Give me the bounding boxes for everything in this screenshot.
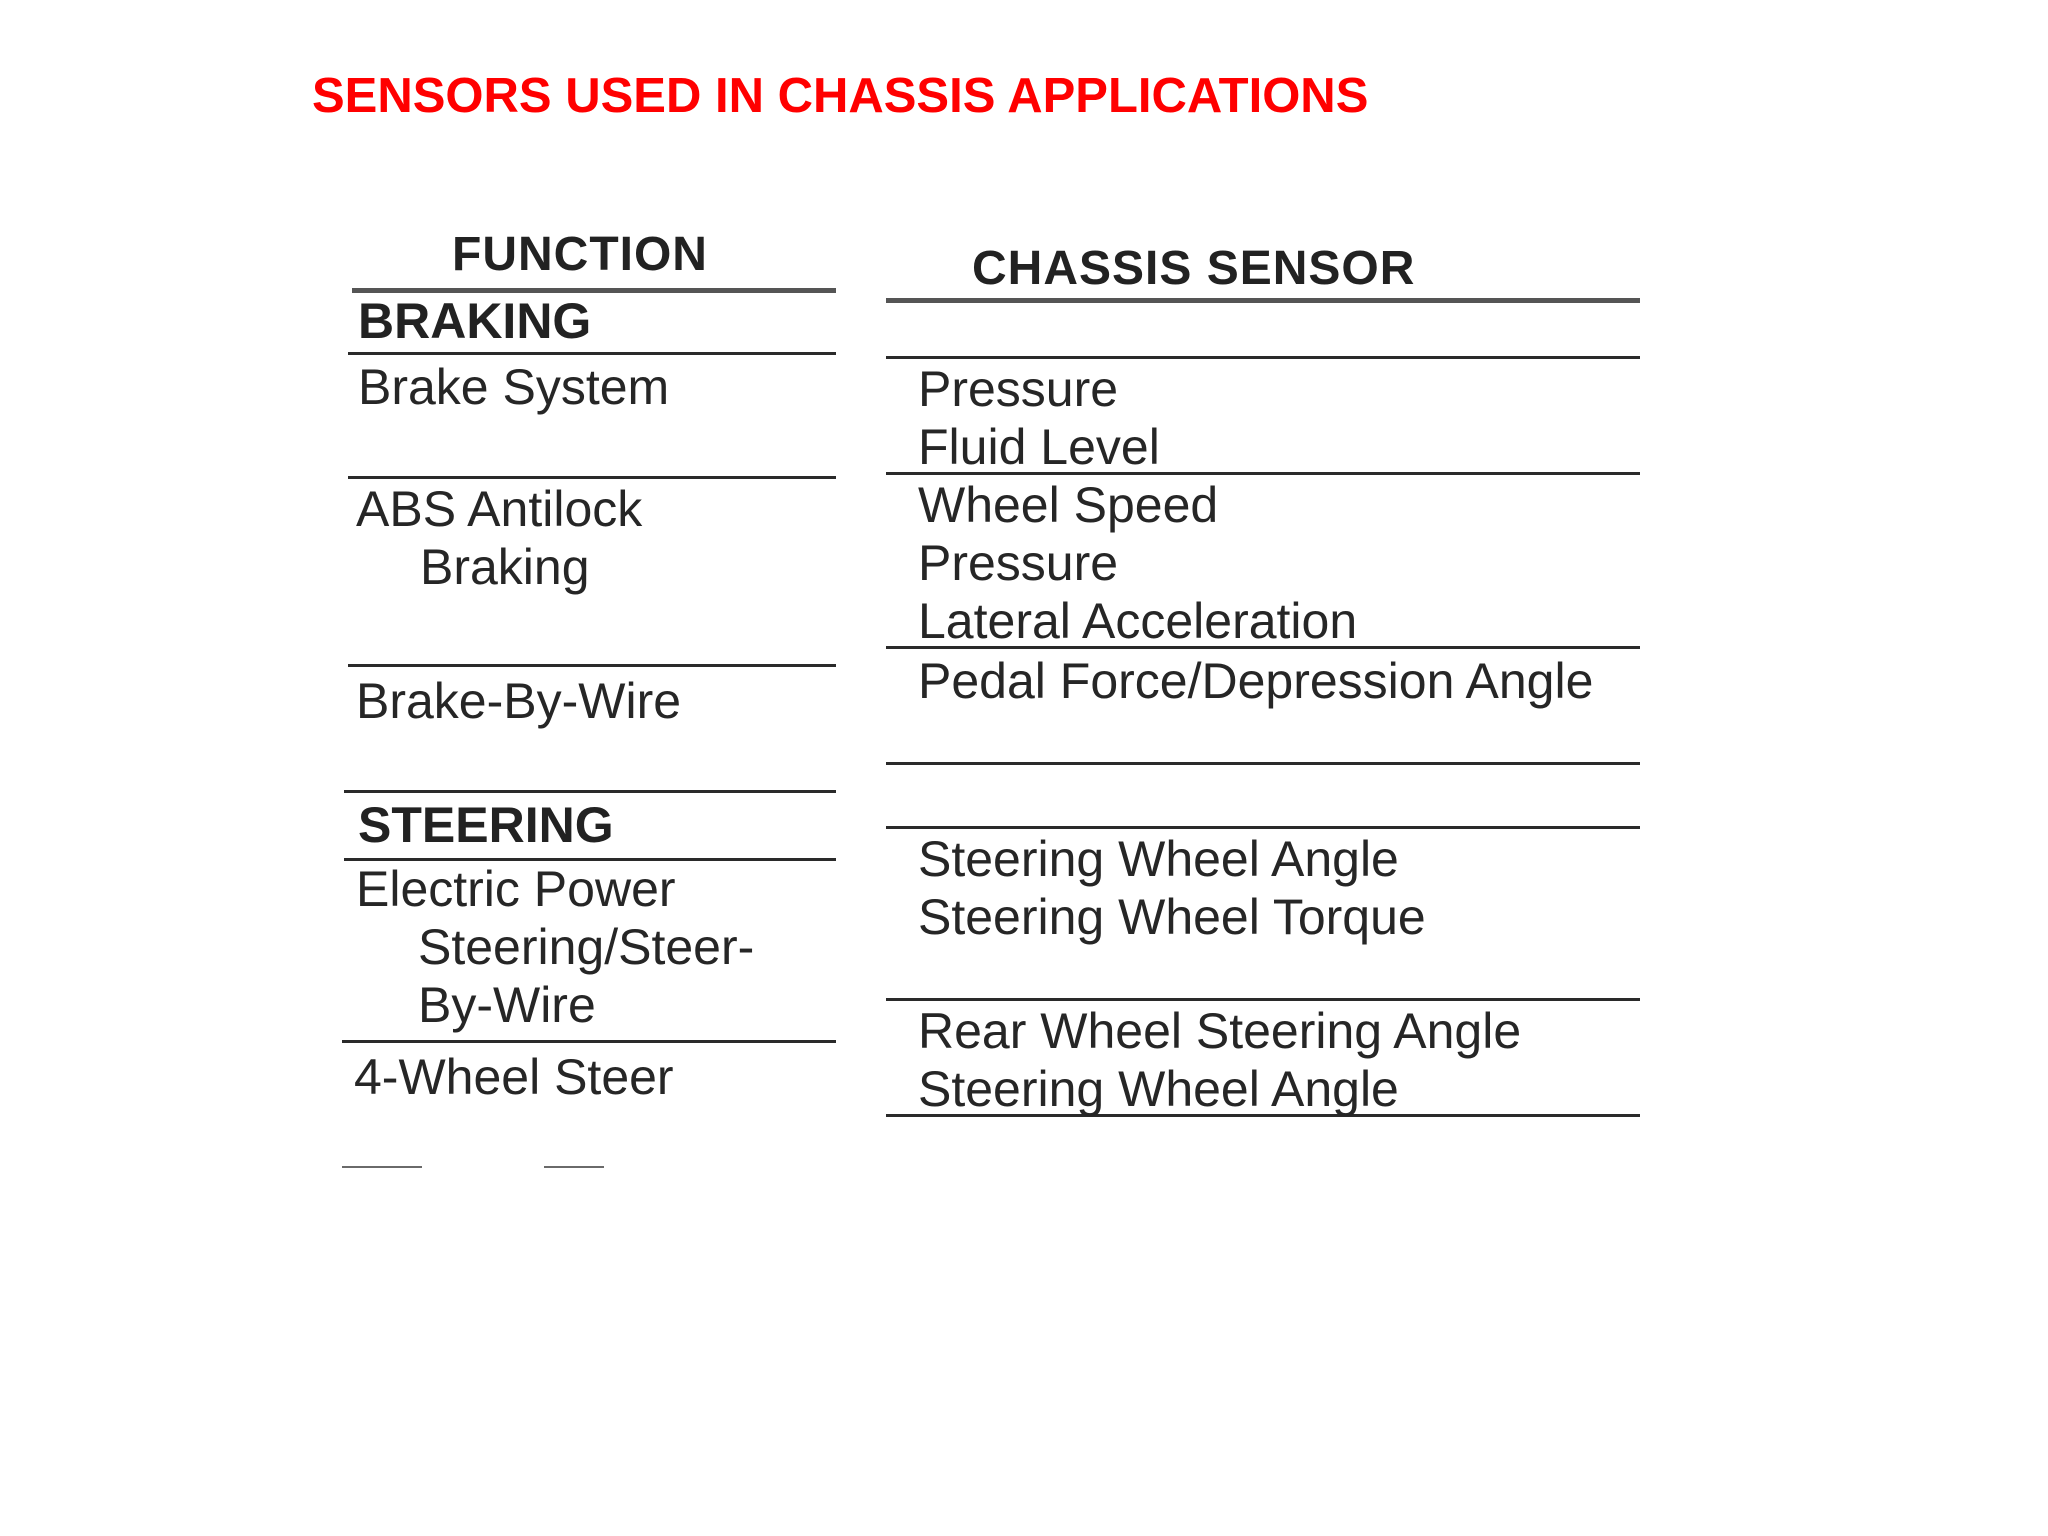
sensors-brake-system: Pressure Fluid Level	[918, 361, 1160, 475]
function-brake-by-wire: Brake-By-Wire	[356, 673, 682, 729]
scan-artifact	[544, 1166, 604, 1168]
section-steering: STEERING	[358, 797, 614, 853]
rule-left-eps	[342, 1040, 836, 1043]
header-chassis-sensor: CHASSIS SENSOR	[972, 242, 1416, 295]
function-abs: ABS Antilock Braking	[356, 481, 643, 595]
sensors-electric-power-steering: Steering Wheel Angle Steering Wheel Torque	[918, 831, 1426, 945]
rule-right-braking	[886, 356, 1640, 359]
rule-left-brake-by-wire	[344, 790, 836, 793]
rule-right-eps	[886, 998, 1640, 1001]
sensors-4-wheel-steer: Rear Wheel Steering Angle Steering Wheel Angle	[918, 1003, 1522, 1117]
rule-right-header	[886, 298, 1640, 303]
section-braking: BRAKING	[358, 293, 592, 349]
rule-left-brake-system	[348, 476, 836, 479]
sensors-abs: Wheel Speed Pressure Lateral Acceleration	[918, 477, 1358, 649]
sensors-brake-by-wire: Pedal Force/Depression Angle	[918, 653, 1594, 709]
function-4-wheel-steer: 4-Wheel Steer	[354, 1049, 674, 1105]
rule-left-braking	[348, 352, 836, 355]
scan-artifact	[342, 1166, 422, 1168]
function-electric-power-steering: Electric Power Steering/Steer- By-Wire	[356, 861, 755, 1033]
slide-title: SENSORS USED IN CHASSIS APPLICATIONS	[312, 69, 1369, 123]
rule-right-brake-by-wire	[886, 762, 1640, 765]
rule-right-steering	[886, 826, 1640, 829]
header-function: FUNCTION	[452, 228, 708, 281]
function-brake-system: Brake System	[358, 359, 670, 415]
rule-left-abs	[348, 664, 836, 667]
